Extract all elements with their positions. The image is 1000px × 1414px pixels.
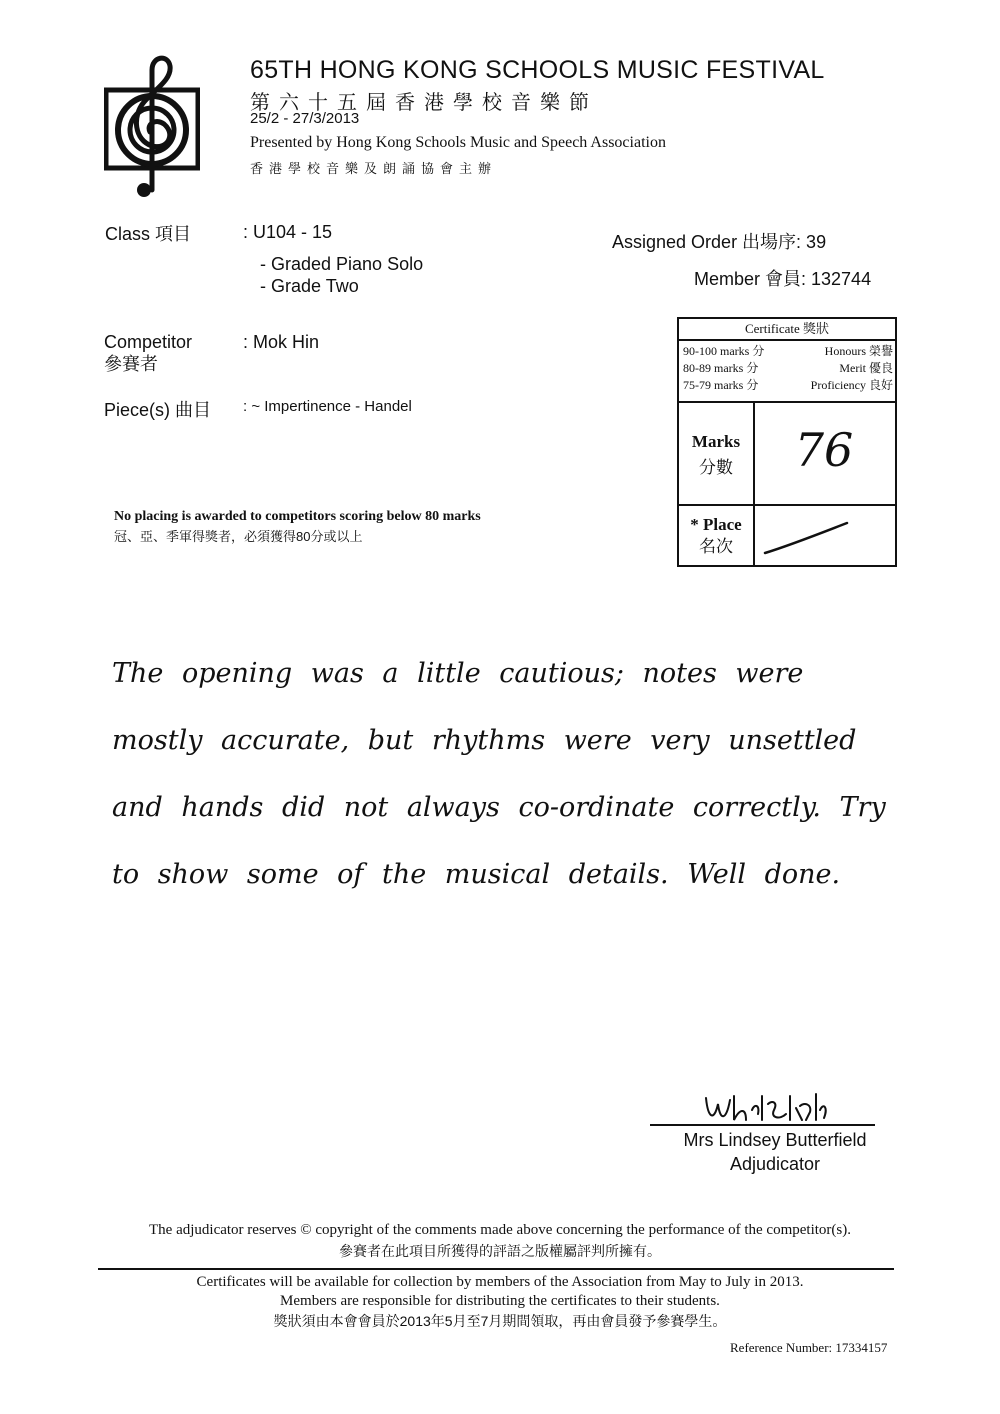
place-label-en: * Place xyxy=(690,515,742,534)
adjudicator-signature xyxy=(700,1090,830,1128)
festival-dates: 25/2 - 27/3/2013 xyxy=(250,110,360,127)
placing-note-chinese: 冠、亞、季軍得獎者，必須獲得80分或以上 xyxy=(114,529,363,544)
marks-label xyxy=(679,429,753,481)
pieces-label: Piece(s) 曲目 xyxy=(104,400,212,420)
festival-title: 65TH HONG KONG SCHOOLS MUSIC FESTIVAL xyxy=(250,56,825,84)
certificate-box xyxy=(677,317,897,567)
marks-label-zh: 分數 xyxy=(699,458,733,477)
distribution-notice: Members are responsible for distributing the certificates to their students. xyxy=(280,1293,720,1309)
festival-title-chinese: 第六十五屆香港學校音樂節 xyxy=(250,92,598,114)
competitor-name: : Mok Hin xyxy=(243,332,320,352)
competitor-label-zh: 參賽者 xyxy=(104,354,158,374)
place-label xyxy=(679,514,753,558)
assigned-order: Assigned Order 出場序: 39 xyxy=(612,232,827,252)
award-range: 80-89 marks 分 xyxy=(683,361,759,375)
adjudicator-title: Adjudicator xyxy=(729,1154,821,1174)
adjudicator-comment: The opening was a little cautious; notes were mostly accurate, but rhythms were very unsettled and hands did not always co-ordinate correctly. Try to show some of the musical details. Well done. xyxy=(112,658,886,890)
copyright-notice: The adjudicator reserves © copyright of the comments made above concerning the performance of the competitor(s). xyxy=(149,1222,851,1238)
pieces-value: : ~ Impertinence - Handel xyxy=(243,398,412,415)
class-label: Class 項目 xyxy=(105,224,192,244)
member-number: Member 會員: 132744 xyxy=(694,269,872,289)
class-grade: - Grade Two xyxy=(260,276,359,296)
competitor-label xyxy=(104,331,192,375)
award-row xyxy=(683,343,893,360)
presented-by-chinese: 香港學校音樂及朗誦協會主辦 xyxy=(250,161,498,176)
award-range: 90-100 marks 分 xyxy=(683,344,765,358)
certificate-heading: Certificate 獎狀 xyxy=(679,319,895,341)
award-level: Proficiency 良好 xyxy=(810,378,893,392)
signature-line xyxy=(650,1124,875,1126)
presented-by: Presented by Hong Kong Schools Music and Speech Association xyxy=(250,134,666,151)
footer-divider xyxy=(98,1268,894,1270)
award-row xyxy=(683,377,893,394)
award-range: 75-79 marks 分 xyxy=(683,378,759,392)
place-strike-mark xyxy=(761,519,851,559)
marks-label-en: Marks xyxy=(691,432,741,451)
award-level: Merit 優良 xyxy=(839,361,893,375)
class-category: - Graded Piano Solo xyxy=(260,254,424,274)
treble-clef-logo-icon xyxy=(104,50,200,200)
class-value: : U104 - 15 xyxy=(243,222,333,242)
award-row xyxy=(683,360,893,377)
reference-number: Reference Number: 17334157 xyxy=(730,1340,888,1355)
divider xyxy=(679,504,895,506)
placing-note: No placing is awarded to competitors scoring below 80 marks xyxy=(114,509,481,524)
divider xyxy=(753,403,755,565)
award-level: Honours 榮譽 xyxy=(824,344,893,358)
collection-notice: Certificates will be available for collection by members of the Association from May to July in 2013. xyxy=(196,1274,804,1290)
place-label-zh: 名次 xyxy=(699,537,733,556)
collection-notice-chinese: 獎狀須由本會會員於2013年5月至7月期間領取，再由會員發予參賽學生。 xyxy=(273,1313,727,1329)
divider xyxy=(679,401,895,403)
marks-value: 76 xyxy=(794,423,854,477)
copyright-notice-chinese: 參賽者在此項目所獲得的評語之版權屬評判所擁有。 xyxy=(339,1243,661,1259)
competitor-label-en: Competitor xyxy=(104,332,193,352)
adjudicator-name: Mrs Lindsey Butterfield xyxy=(683,1130,867,1150)
certificate-award-table xyxy=(683,343,893,394)
